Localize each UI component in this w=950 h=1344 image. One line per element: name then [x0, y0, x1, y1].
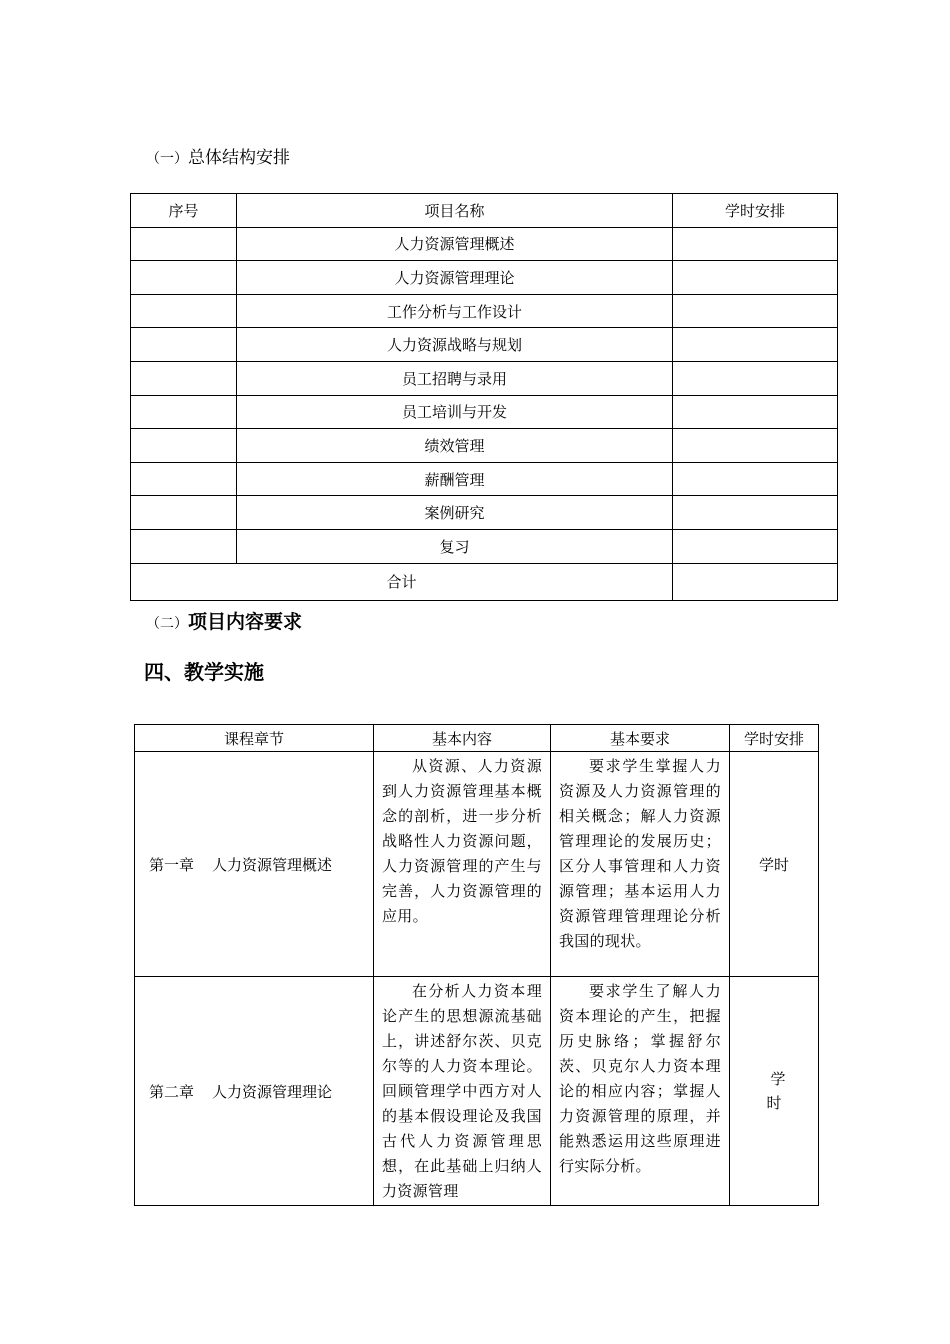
table-row [131, 227, 838, 261]
header-content: 基本内容 [374, 725, 551, 752]
project-name-cell: 员工招聘与录用 [237, 361, 673, 395]
section-heading-overall-structure [146, 148, 290, 169]
hours-cell [673, 496, 838, 530]
hours-cell [673, 328, 838, 362]
index-cell [131, 462, 237, 496]
table-header-row [135, 725, 819, 752]
table-row [135, 977, 819, 1206]
header-hours: 学时安排 [673, 194, 838, 228]
chapter-number: 第二章 [149, 1082, 195, 1101]
table-row [131, 395, 838, 429]
project-name-cell: 绩效管理 [237, 429, 673, 463]
requirement-text: 要求学生掌握人力资源及人力资源管理的相关概念；解人力资源管理理论的发展历史；区分人事管理和人力资源管理；基本运用人力资源管理管理理论分析我国的现状。 [559, 757, 721, 950]
hours-cell [673, 361, 838, 395]
requirement-text: 要求学生了解人力资本理论的产生，把握历史脉络；掌握舒尔茨、贝克尔人力资本理论的相应内容；掌握人力资源管理的原理，并能熟悉运用这些原理进行实际分析。 [559, 982, 721, 1175]
teaching-implementation-table [134, 724, 819, 1206]
header-requirement: 基本要求 [551, 725, 730, 752]
table-row [131, 529, 838, 563]
table-row [131, 462, 838, 496]
index-cell [131, 361, 237, 395]
index-cell [131, 395, 237, 429]
section-title: 总体结构安排 [188, 148, 290, 168]
index-cell [131, 227, 237, 261]
table-row [131, 496, 838, 530]
project-name-cell: 工作分析与工作设计 [237, 294, 673, 328]
table-row [131, 261, 838, 295]
hours-text-line-2: 时 [766, 1094, 782, 1112]
requirement-cell [551, 752, 730, 977]
chapter-name: 人力资源管理概述 [212, 855, 333, 874]
section-title: 项目内容要求 [188, 611, 303, 633]
chapter-heading-teaching-implementation: 四、教学实施 [144, 660, 264, 684]
section-number: （一） [146, 151, 188, 167]
project-name-cell: 人力资源管理概述 [237, 227, 673, 261]
index-cell [131, 294, 237, 328]
total-label: 合计 [131, 563, 673, 600]
header-project-name: 项目名称 [237, 194, 673, 228]
table-header-row [131, 194, 838, 228]
chapter-cell [135, 752, 374, 977]
chapter-name: 人力资源管理理论 [212, 1082, 333, 1101]
content-cell [374, 977, 551, 1206]
hours-text-line-1: 学 [770, 1070, 786, 1088]
structure-table [130, 193, 838, 601]
section-number: （二） [146, 616, 188, 632]
project-name-cell: 人力资源管理理论 [237, 261, 673, 295]
requirement-cell [551, 977, 730, 1206]
index-cell [131, 328, 237, 362]
content-text: 从资源、人力资源到人力资源管理基本概念的剖析，进一步分析战略性人力资源问题，人力资源管理的产生与完善，人力资源管理的应用。 [382, 757, 542, 925]
table-row [131, 361, 838, 395]
hours-cell [673, 261, 838, 295]
index-cell [131, 496, 237, 530]
hours-cell [730, 977, 819, 1206]
index-cell [131, 429, 237, 463]
content-text: 在分析人力资本理论产生的思想源流基础上，讲述舒尔茨、贝克尔等的人力资本理论。回顾管理学中西方对人的基本假设理论及我国古代人力资源管理思想，在此基础上归纳人力资源管理 [382, 982, 542, 1200]
project-name-cell: 案例研究 [237, 496, 673, 530]
header-hours: 学时安排 [730, 725, 819, 752]
table-row [131, 429, 838, 463]
total-row [131, 563, 838, 600]
hours-cell [673, 294, 838, 328]
table-row [131, 328, 838, 362]
index-cell [131, 261, 237, 295]
hours-text: 学时 [758, 855, 789, 874]
hours-cell [730, 752, 819, 977]
hours-cell [673, 227, 838, 261]
project-name-cell: 复习 [237, 529, 673, 563]
chapter-cell [135, 977, 374, 1206]
hours-cell [673, 429, 838, 463]
total-hours-cell [673, 563, 838, 600]
index-cell [131, 529, 237, 563]
section-heading-content-requirements [146, 612, 302, 634]
project-name-cell: 人力资源战略与规划 [237, 328, 673, 362]
table-row [131, 294, 838, 328]
content-cell [374, 752, 551, 977]
project-name-cell: 员工培训与开发 [237, 395, 673, 429]
chapter-number: 第一章 [149, 855, 195, 874]
hours-cell [673, 395, 838, 429]
project-name-cell: 薪酬管理 [237, 462, 673, 496]
header-chapter: 课程章节 [135, 725, 374, 752]
hours-cell [673, 462, 838, 496]
table-row [135, 752, 819, 977]
header-index: 序号 [131, 194, 237, 228]
hours-cell [673, 529, 838, 563]
